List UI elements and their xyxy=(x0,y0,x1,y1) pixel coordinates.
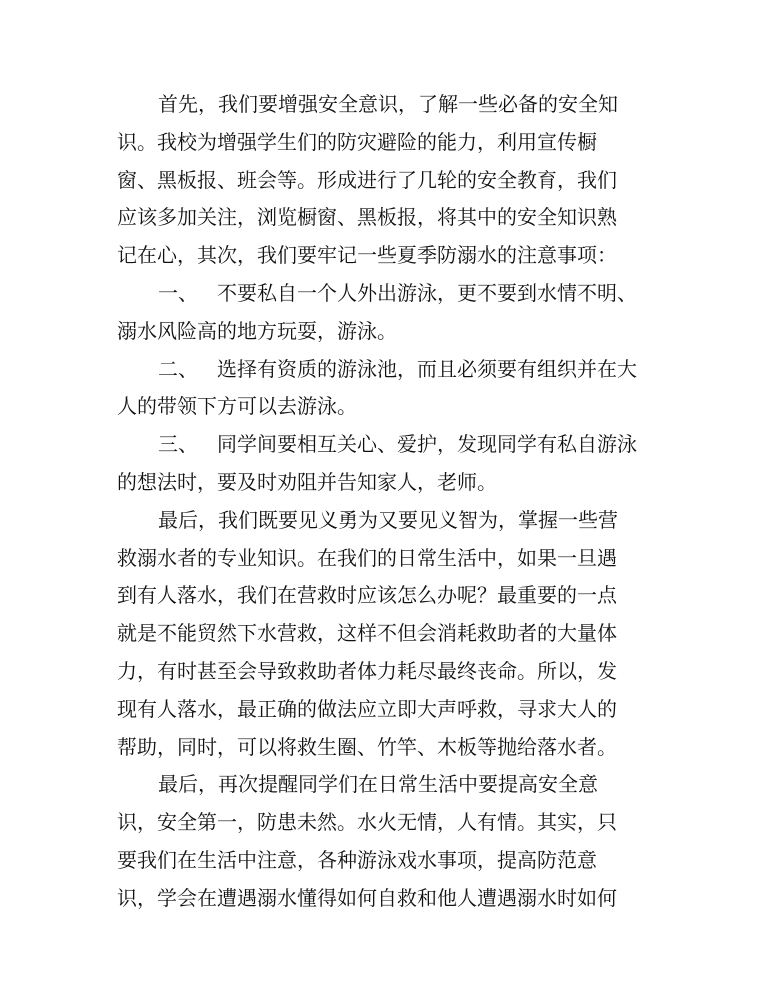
list-item-line xyxy=(117,275,662,313)
paragraph-line: 首先，我们要增强安全意识，了解一些必备的安全知 xyxy=(158,92,618,116)
paragraph-line: 应该多加关注，浏览橱窗、黑板报，将其中的安全知识熟 xyxy=(117,205,617,230)
list-item-line: 人的带领下方可以去游泳。 xyxy=(117,394,357,419)
paragraph-line: 帮助，同时，可以将救生圈、竹竿、木板等抛给落水者。 xyxy=(117,734,617,759)
list-item-number: 三、 xyxy=(158,432,198,457)
paragraph-line: 现有人落水，最正确的做法应立即大声呼救，寻求大人的 xyxy=(117,696,617,721)
paragraph-line: 到有人落水，我们在营救时应该怎么办呢？最重要的一点 xyxy=(117,583,617,608)
paragraph-line: 识，安全第一，防患未然。水火无情，人有情。其实，只 xyxy=(117,810,617,835)
paragraph-line: 窗、黑板报、班会等。形成进行了几轮的安全教育，我们 xyxy=(117,167,617,192)
paragraph-line: 记在心，其次，我们要牢记一些夏季防溺水的注意事项： xyxy=(117,243,617,268)
list-item-line xyxy=(117,426,662,464)
list-item-line: 溺水风险高的地方玩耍，游泳。 xyxy=(117,318,397,343)
list-item-number: 一、 xyxy=(158,280,198,305)
paragraph-line: 最后，再次提醒同学们在日常生活中要提高安全意 xyxy=(158,772,598,797)
list-item-line xyxy=(117,351,662,389)
paragraph-line: 救溺水者的专业知识。在我们的日常生活中，如果一旦遇 xyxy=(117,545,617,570)
paragraph-line: 就是不能贸然下水营救，这样不但会消耗救助者的大量体 xyxy=(117,621,617,646)
document-body xyxy=(117,86,662,918)
list-item-text: 同学间要相互关心、爱护，发现同学有私自游泳 xyxy=(217,432,637,457)
paragraph-line: 识，学会在遭遇溺水懂得如何自救和他人遭遇溺水时如何 xyxy=(117,885,617,910)
paragraph-line: 力，有时甚至会导致救助者体力耗尽最终丧命。所以，发 xyxy=(117,658,617,683)
paragraph-line: 要我们在生活中注意，各种游泳戏水事项，提高防范意 xyxy=(117,847,597,872)
paragraph-line: 识。我校为增强学生们的防灾避险的能力，利用宣传橱 xyxy=(117,129,597,154)
list-item-number: 二、 xyxy=(158,356,198,381)
list-item-text: 选择有资质的游泳池，而且必须要有组织并在大 xyxy=(217,356,637,381)
list-item-text: 不要私自一个人外出游泳，更不要到水情不明、 xyxy=(217,280,637,305)
paragraph-line: 最后，我们既要见义勇为又要见义智为，掌握一些营 xyxy=(158,507,618,532)
list-item-line: 的想法时，要及时劝阻并告知家人，老师。 xyxy=(117,469,497,494)
